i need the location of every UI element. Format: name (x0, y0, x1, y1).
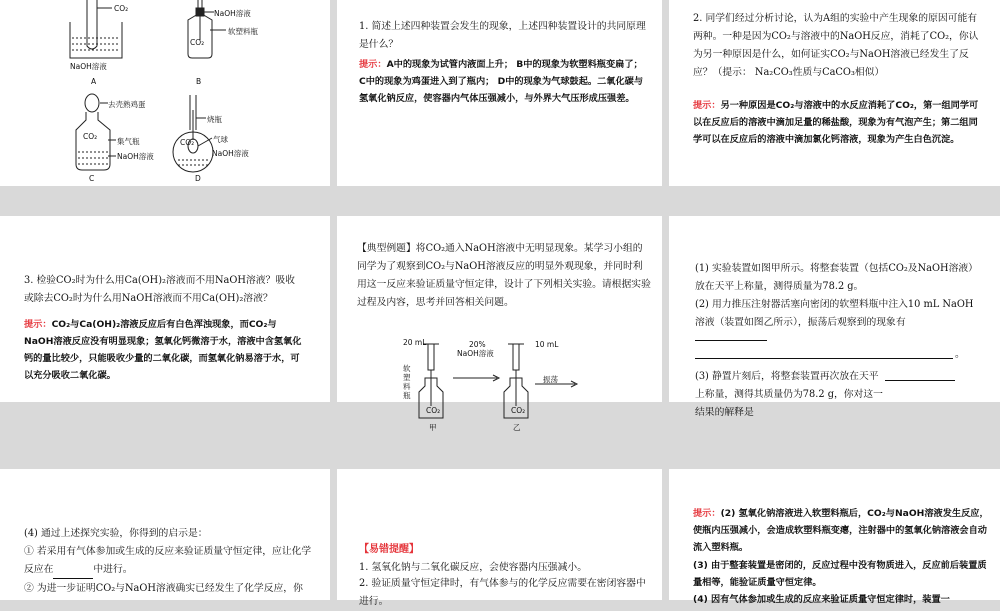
example-body: 将CO₂通入NaOH溶液中无明显现象。某学习小组的同学为了观察到CO₂与NaOH溶液反应的明显外观现象，并同时利用这一反应来验证质量守恒定律，设计了下列相关实验。请根据实验过程及内容，思考并回答相关问题。 (357, 243, 651, 308)
label-20pct: 20% (469, 340, 486, 349)
hint-3 (24, 316, 304, 384)
slide-thumbnail-2[interactable] (337, 0, 662, 186)
experiment-diagram (337, 216, 662, 402)
hint-answer-3: (3) 由于整套装置是密闭的，反应过程中没有物质进入，反应前后装置质量相等，能验证质量守恒定律。 (693, 560, 987, 588)
label-a-naoh: NaOH溶液 (70, 62, 107, 71)
example-tag: 【典型例题】 (357, 243, 416, 254)
label-d-flask: 烧瓶 (207, 115, 222, 124)
label-shake: 振荡 (543, 375, 558, 384)
label-c-naoh: NaOH溶液 (117, 152, 154, 161)
hint-text-2: (2) 氢氧化钠溶液进入软塑料瓶后，CO₂与NaOH溶液发生反应，使瓶内压强减小，会造成软塑料瓶变瘪，注射器中的氢氧化钠溶液会自动流入塑料瓶。 (693, 508, 989, 553)
slide-thumbnail-7[interactable] (0, 469, 330, 600)
hint-text: CO₂与Ca(OH)₂溶液反应后有白色浑浊现象，而CO₂与NaOH溶液反应没有明显现象；氢氧化钙微溶于水，溶液中含氢氧化钙的量比较少，只能吸收少量的二氧化碳，而氢氧化钠易溶于水，可以充分吸收二氧化碳。 (24, 319, 302, 381)
label-d-letter: D (195, 174, 201, 183)
hint-label: 提示： (693, 508, 721, 519)
hint-1 (359, 56, 649, 107)
slide-thumbnail-8[interactable] (337, 469, 662, 607)
revelation-1a: ① 若采用有气体参加或生成的反应来验证质量守恒定律，应让化学反应在 (24, 546, 312, 575)
label-d-naoh: NaOH溶液 (212, 149, 249, 158)
hint-answer-4: (4) 因有气体参加或生成的反应来验证质量守恒定律时，装置一 (693, 594, 950, 605)
slide-thumbnail-5[interactable] (337, 216, 662, 432)
answer-blank-4[interactable] (53, 566, 93, 579)
label-co2-right: CO₂ (511, 406, 526, 415)
answer-blank-2a[interactable] (695, 340, 767, 341)
label-b-letter: B (196, 77, 202, 86)
apparatus-d (173, 95, 213, 172)
label-c-co2: CO₂ (83, 132, 98, 141)
hint-text: 另一种原因是CO₂与溶液中的水反应消耗了CO₂，第一组同学可以在反应后的溶液中滴加足量的稀盐酸，现象为有气泡产生；第二组同学可以在反应后的溶液中滴加氯化钙溶液，现象为产生白色沉淀。 (693, 100, 979, 145)
label-naoh-solution: NaOH溶液 (457, 349, 494, 358)
label-soft-bottle: 软塑料瓶 (403, 364, 411, 400)
hint-label: 提示： (693, 100, 721, 111)
label-20ml: 20 mL (403, 338, 427, 347)
answer-blank-3a[interactable] (885, 380, 955, 381)
part-2: (2) 用力推压注射器活塞向密闭的软塑料瓶中注入10 mL NaOH溶液（装置如图乙所示），振荡后观察到的现象有 (695, 299, 974, 328)
part-4: (4) 通过上述探究实验，你得到的启示是： (24, 528, 208, 539)
slide-thumbnail-9[interactable] (669, 469, 1000, 605)
revelation-1b: 中进行。 (93, 564, 133, 575)
label-c-jar: 集气瓶 (117, 137, 140, 146)
revelation-2: ② 为进一步证明CO₂与NaOH溶液确实已经发生了化学反应，你 (24, 583, 303, 594)
label-co2-left: CO₂ (426, 406, 441, 415)
label-a-co2: CO₂ (114, 4, 129, 13)
revelation-1 (24, 543, 314, 579)
answer-blank-2b[interactable] (695, 358, 953, 359)
part-2-end: 。 (955, 349, 965, 360)
warning-item-1: 1. 氢氧化钠与二氧化碳反应，会使容器内压强减小。 (359, 562, 587, 573)
label-b-co2: CO₂ (190, 38, 205, 47)
hint-label: 提示： (24, 319, 52, 330)
label-c-letter: C (89, 174, 95, 183)
apparatus-diagrams (0, 0, 330, 186)
label-10ml: 10 mL (535, 340, 559, 349)
warning-title: 【易错提醒】 (359, 544, 419, 555)
slide-thumbnail-3[interactable] (669, 0, 1000, 186)
label-a-letter: A (91, 77, 97, 86)
label-d-co2: CO₂ (180, 138, 195, 147)
label-c-egg: 去壳熟鸡蛋 (108, 100, 146, 109)
part-1: (1) 实验装置如图甲所示。将整套装置（包括CO₂及NaOH溶液）放在天平上称量，测得质量为78.2 g。 (695, 263, 974, 292)
hint-answer-2 (693, 505, 993, 556)
question-1: 1. 简述上述四种装置会发生的现象，上述四种装置设计的共同原理是什么？ (359, 21, 646, 50)
label-b-naoh: NaOH溶液 (214, 9, 251, 18)
warning-item-2: 2. 验证质量守恒定律时，有气体参与的化学反应需要在密闭容器中进行。 (359, 578, 646, 607)
label-jia: 甲 (429, 423, 437, 432)
label-yi: 乙 (513, 423, 521, 432)
question-3: 3. 检验CO₂时为什么用Ca(OH)₂溶液而不用NaOH溶液？吸收或除去CO₂时为什么用NaOH溶液而不用Ca(OH)₂溶液？ (24, 275, 295, 304)
hint-2 (693, 97, 983, 148)
label-b-bottle: 软塑料瓶 (228, 27, 258, 36)
question-2: 2. 同学们经过分析讨论，认为A组的实验中产生现象的原因可能有两种。一种是因为CO₂与溶液中的NaOH反应，消耗了CO₂，你认为另一种原因是什么，如何证实CO₂与NaOH溶液已经发生了反应？（提示： Na₂CO₃性质与CaCO₃相似） (693, 13, 979, 78)
part-3: (3) 静置片刻后，将整套装置再次放在天平上称量，测得其质量仍为78.2 g，你对这一结果的解释是 (695, 371, 883, 418)
slide-thumbnail-4[interactable] (0, 216, 330, 402)
label-d-balloon: 气球 (213, 135, 228, 144)
slide-thumbnail-6[interactable] (669, 216, 1000, 418)
hint-text: A中的现象为试管内液面上升； B中的现象为软塑料瓶变扁了； C中的现象为鸡蛋进入到了瓶内； D中的现象为气球鼓起。二氧化碳与氢氧化钠反应，使容器内气体压强减小，与外界大气压形成压强差。 (359, 59, 644, 104)
hint-label: 提示： (359, 59, 387, 70)
slide-thumbnail-1[interactable] (0, 0, 330, 186)
